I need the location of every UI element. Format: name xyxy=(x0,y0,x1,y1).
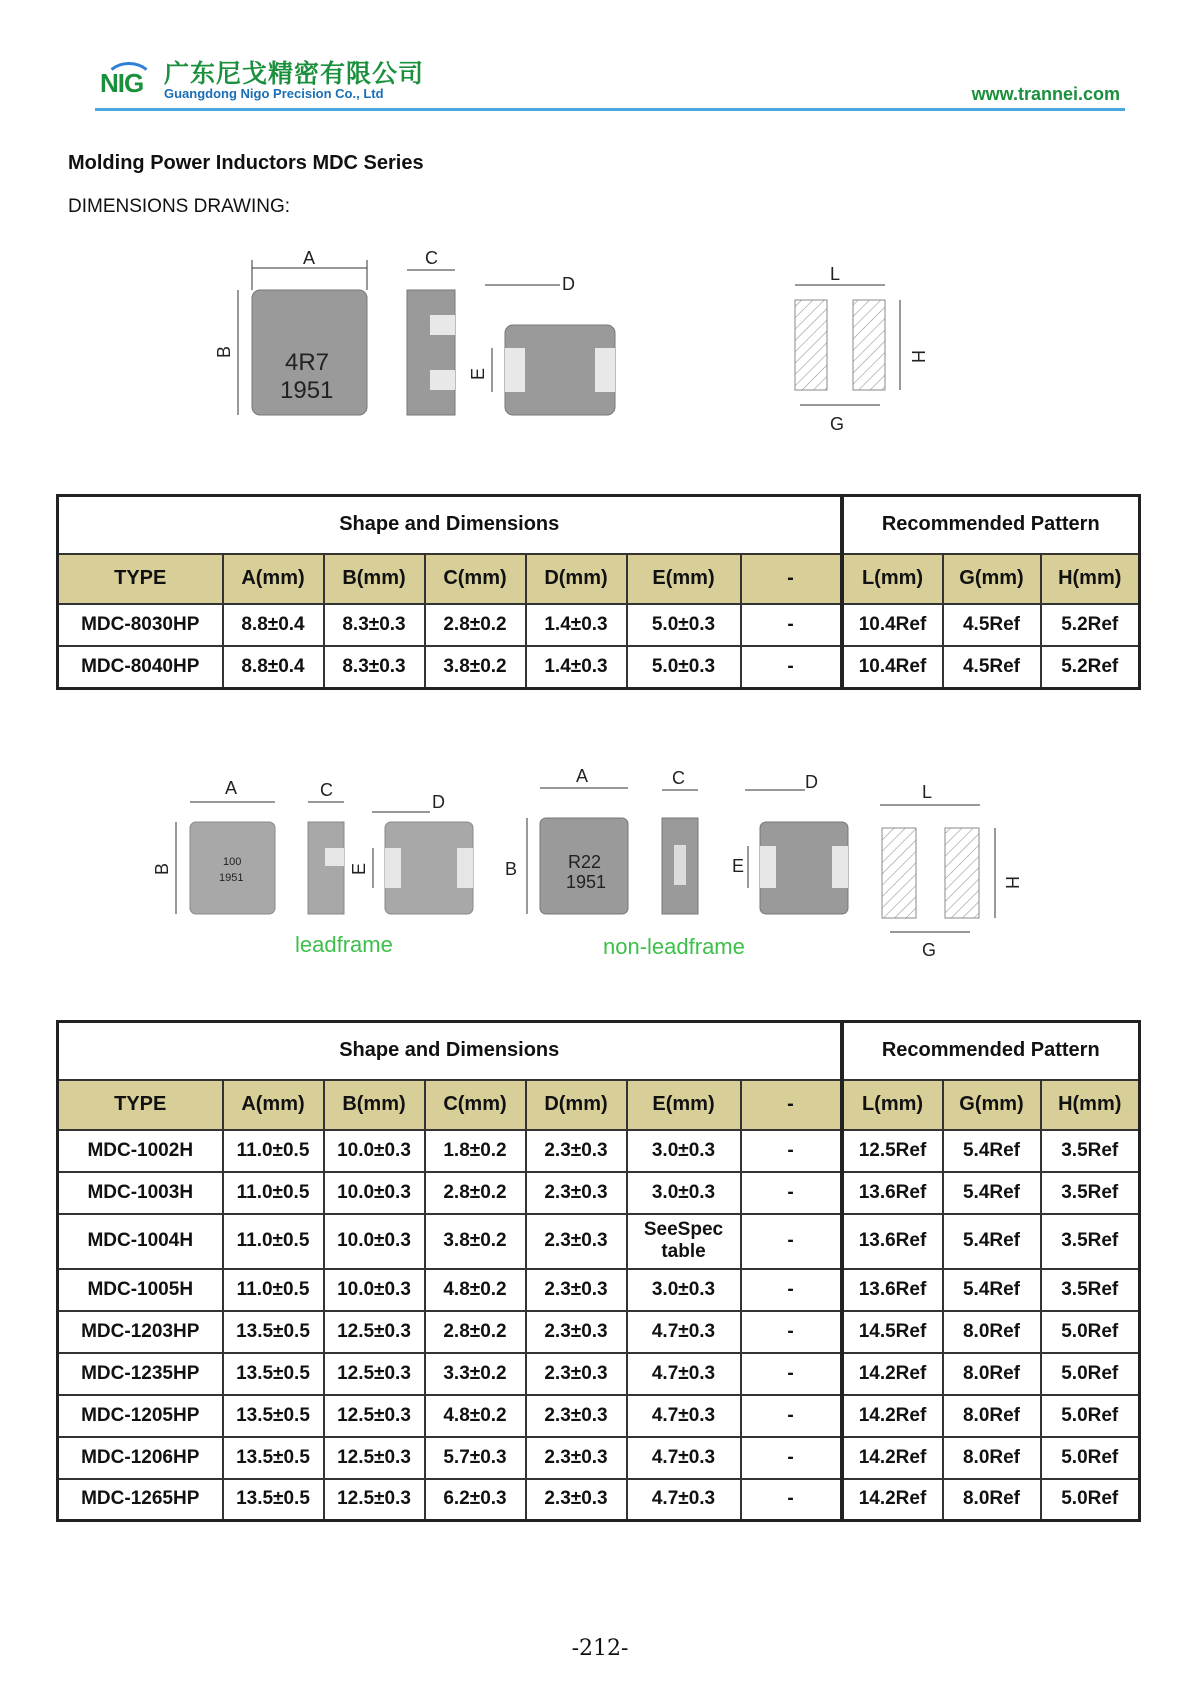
section-subtitle: DIMENSIONS DRAWING: xyxy=(68,196,291,217)
nlf-dim-label-c: C xyxy=(672,768,685,788)
cell-b: 12.5±0.3 xyxy=(324,1395,425,1437)
dim-label-g: G xyxy=(830,414,845,434)
dim-label-l: L xyxy=(830,264,841,284)
cell-blank: - xyxy=(741,1130,842,1172)
company-name-chinese: 广东尼戈精密有限公司 xyxy=(164,59,425,88)
caption-leadframe: leadframe xyxy=(295,932,393,957)
group-shape-dimensions: Shape and Dimensions xyxy=(58,1022,842,1080)
spec-table-2 xyxy=(56,1020,1141,1522)
cell-d: 2.3±0.3 xyxy=(526,1311,627,1353)
page-number: -212- xyxy=(571,1636,629,1661)
cell-d: 2.3±0.3 xyxy=(526,1130,627,1172)
cell-d: 2.3±0.3 xyxy=(526,1437,627,1479)
cell-c: 3.8±0.2 xyxy=(425,1214,526,1269)
dim-label-e: E xyxy=(468,367,488,380)
table-row xyxy=(58,1130,1140,1172)
cell-e: 4.7±0.3 xyxy=(627,1395,741,1437)
lf-dim-label-b: B xyxy=(152,862,172,875)
cell-c: 1.8±0.2 xyxy=(425,1130,526,1172)
cell-e: 3.0±0.3 xyxy=(627,1172,741,1214)
bottom-view-inductor xyxy=(468,274,615,415)
cell-a: 11.0±0.5 xyxy=(223,1269,324,1311)
cell-b: 12.5±0.3 xyxy=(324,1437,425,1479)
cell-e: 5.0±0.3 xyxy=(627,604,741,646)
cell-c: 2.8±0.2 xyxy=(425,604,526,646)
table-column-header xyxy=(58,554,1140,604)
col-h: H(mm) xyxy=(1041,554,1140,604)
cell-d: 2.3±0.3 xyxy=(526,1395,627,1437)
cell-blank: - xyxy=(741,1214,842,1269)
cell-b: 10.0±0.3 xyxy=(324,1269,425,1311)
cell-type: MDC-1003H xyxy=(58,1172,223,1214)
col-e: E(mm) xyxy=(627,554,741,604)
cell-c: 3.8±0.2 xyxy=(425,646,526,689)
dim-label-c: C xyxy=(425,248,438,268)
cell-b: 12.5±0.3 xyxy=(324,1479,425,1521)
nonleadframe-top-view xyxy=(505,766,628,914)
cell-e: 4.7±0.3 xyxy=(627,1353,741,1395)
table-row xyxy=(58,1437,1140,1479)
table-group-header xyxy=(58,496,1140,554)
cell-h: 5.2Ref xyxy=(1041,646,1140,689)
cell-b: 10.0±0.3 xyxy=(324,1172,425,1214)
cell-type: MDC-1235HP xyxy=(58,1353,223,1395)
col-b: B(mm) xyxy=(324,554,425,604)
table-row xyxy=(58,646,1140,689)
cell-b: 8.3±0.3 xyxy=(324,604,425,646)
col-l: L(mm) xyxy=(842,1080,943,1130)
cell-blank: - xyxy=(741,1353,842,1395)
cell-a: 11.0±0.5 xyxy=(223,1214,324,1269)
cell-l: 14.5Ref xyxy=(842,1311,943,1353)
cell-blank: - xyxy=(741,1269,842,1311)
website-link[interactable]: www.trannei.com xyxy=(971,84,1120,104)
nlf-dim-label-e: E xyxy=(732,856,745,876)
cell-a: 13.5±0.5 xyxy=(223,1353,324,1395)
cell-d: 2.3±0.3 xyxy=(526,1353,627,1395)
cell-c: 2.8±0.2 xyxy=(425,1311,526,1353)
cell-g: 8.0Ref xyxy=(943,1395,1041,1437)
group-shape-dimensions: Shape and Dimensions xyxy=(58,496,842,554)
col-c: C(mm) xyxy=(425,554,526,604)
cell-a: 13.5±0.5 xyxy=(223,1479,324,1521)
cell-g: 5.4Ref xyxy=(943,1172,1041,1214)
company-logo xyxy=(100,60,162,102)
dim-label-b: B xyxy=(214,345,234,358)
cell-type: MDC-1205HP xyxy=(58,1395,223,1437)
cell-b: 8.3±0.3 xyxy=(324,646,425,689)
cell-a: 8.8±0.4 xyxy=(223,604,324,646)
cell-l: 13.6Ref xyxy=(842,1172,943,1214)
marking-line-2: 1951 xyxy=(280,377,334,404)
col-e: E(mm) xyxy=(627,1080,741,1130)
table-2-body xyxy=(58,1130,1140,1521)
col-blank: - xyxy=(741,554,842,604)
cell-l: 10.4Ref xyxy=(842,646,943,689)
col-b: B(mm) xyxy=(324,1080,425,1130)
cell-b: 10.0±0.3 xyxy=(324,1130,425,1172)
nlf-dim-label-g: G xyxy=(922,940,937,960)
cell-h: 3.5Ref xyxy=(1041,1172,1140,1214)
cell-c: 4.8±0.2 xyxy=(425,1269,526,1311)
cell-type: MDC-1004H xyxy=(58,1214,223,1269)
table-row xyxy=(58,1214,1140,1269)
col-h: H(mm) xyxy=(1041,1080,1140,1130)
leadframe-top-view xyxy=(152,778,275,914)
cell-type: MDC-1206HP xyxy=(58,1437,223,1479)
cell-h: 5.0Ref xyxy=(1041,1479,1140,1521)
cell-h: 5.0Ref xyxy=(1041,1353,1140,1395)
col-type: TYPE xyxy=(58,554,223,604)
dim-label-h: H xyxy=(908,350,928,363)
col-c: C(mm) xyxy=(425,1080,526,1130)
dim-label-d: D xyxy=(562,274,575,294)
cell-blank: - xyxy=(741,1311,842,1353)
cell-g: 4.5Ref xyxy=(943,646,1041,689)
cell-blank: - xyxy=(741,1479,842,1521)
nlf-dim-label-d: D xyxy=(805,772,818,792)
nonleadframe-bottom-view xyxy=(732,772,848,914)
group-recommended-pattern: Recommended Pattern xyxy=(842,496,1140,554)
lf-dim-label-c: C xyxy=(320,780,333,800)
cell-d: 2.3±0.3 xyxy=(526,1214,627,1269)
side-view-inductor xyxy=(407,248,455,415)
col-a: A(mm) xyxy=(223,1080,324,1130)
leadframe-side-view xyxy=(308,780,344,914)
cell-l: 14.2Ref xyxy=(842,1437,943,1479)
cell-a: 13.5±0.5 xyxy=(223,1437,324,1479)
cell-e: 4.7±0.3 xyxy=(627,1311,741,1353)
cell-e: 4.7±0.3 xyxy=(627,1479,741,1521)
col-d: D(mm) xyxy=(526,554,627,604)
nlf-dim-label-b: B xyxy=(505,859,518,879)
col-blank: - xyxy=(741,1080,842,1130)
cell-g: 5.4Ref xyxy=(943,1130,1041,1172)
cell-b: 12.5±0.3 xyxy=(324,1353,425,1395)
cell-c: 5.7±0.3 xyxy=(425,1437,526,1479)
cell-c: 4.8±0.2 xyxy=(425,1395,526,1437)
cell-d: 1.4±0.3 xyxy=(526,646,627,689)
table-row xyxy=(58,1311,1140,1353)
table-group-header xyxy=(58,1022,1140,1080)
cell-e: 3.0±0.3 xyxy=(627,1269,741,1311)
nonleadframe-side-view xyxy=(662,768,698,914)
cell-c: 2.8±0.2 xyxy=(425,1172,526,1214)
cell-h: 5.0Ref xyxy=(1041,1437,1140,1479)
cell-e: SeeSpec table xyxy=(627,1214,741,1269)
cell-blank: - xyxy=(741,1437,842,1479)
cell-g: 8.0Ref xyxy=(943,1311,1041,1353)
group-recommended-pattern: Recommended Pattern xyxy=(842,1022,1140,1080)
col-a: A(mm) xyxy=(223,554,324,604)
table-row xyxy=(58,1172,1140,1214)
cell-l: 14.2Ref xyxy=(842,1353,943,1395)
cell-a: 8.8±0.4 xyxy=(223,646,324,689)
nonleadframe-pattern-drawing xyxy=(880,782,1022,960)
cell-h: 5.0Ref xyxy=(1041,1311,1140,1353)
marking-line-1: 4R7 xyxy=(285,349,330,376)
cell-e: 5.0±0.3 xyxy=(627,646,741,689)
cell-g: 4.5Ref xyxy=(943,604,1041,646)
cell-l: 12.5Ref xyxy=(842,1130,943,1172)
spec-table-1 xyxy=(56,494,1141,690)
col-type: TYPE xyxy=(58,1080,223,1130)
table-row xyxy=(58,1353,1140,1395)
nlf-dim-label-a: A xyxy=(576,766,589,786)
logo-text: NIG xyxy=(100,68,144,98)
nlf-marking-line-1: R22 xyxy=(568,852,602,872)
cell-d: 2.3±0.3 xyxy=(526,1479,627,1521)
cell-l: 14.2Ref xyxy=(842,1395,943,1437)
cell-l: 14.2Ref xyxy=(842,1479,943,1521)
cell-c: 6.2±0.3 xyxy=(425,1479,526,1521)
table-row xyxy=(58,1479,1140,1521)
col-g: G(mm) xyxy=(943,554,1041,604)
table-row xyxy=(58,604,1140,646)
cell-l: 10.4Ref xyxy=(842,604,943,646)
dimensions-drawing-2 xyxy=(0,760,1200,960)
cell-l: 13.6Ref xyxy=(842,1214,943,1269)
cell-g: 5.4Ref xyxy=(943,1214,1041,1269)
nlf-marking-line-2: 1951 xyxy=(566,872,607,892)
cell-h: 3.5Ref xyxy=(1041,1214,1140,1269)
cell-type: MDC-8030HP xyxy=(58,604,223,646)
lf-dim-label-d: D xyxy=(432,792,445,812)
cell-g: 5.4Ref xyxy=(943,1269,1041,1311)
cell-type: MDC-1002H xyxy=(58,1130,223,1172)
cell-h: 3.5Ref xyxy=(1041,1130,1140,1172)
table-1-body xyxy=(58,604,1140,689)
document-title: Molding Power Inductors MDC Series xyxy=(68,152,424,174)
cell-type: MDC-1203HP xyxy=(58,1311,223,1353)
nlf-dim-label-h: H xyxy=(1002,876,1022,889)
cell-b: 12.5±0.3 xyxy=(324,1311,425,1353)
nlf-dim-label-l: L xyxy=(922,782,933,802)
cell-l: 13.6Ref xyxy=(842,1269,943,1311)
cell-h: 5.2Ref xyxy=(1041,604,1140,646)
cell-blank: - xyxy=(741,1395,842,1437)
dim-label-a: A xyxy=(303,248,316,268)
cell-blank: - xyxy=(741,604,842,646)
table-column-header xyxy=(58,1080,1140,1130)
cell-blank: - xyxy=(741,1172,842,1214)
col-d: D(mm) xyxy=(526,1080,627,1130)
lf-marking-line-1: 100 xyxy=(223,856,242,868)
cell-e: 4.7±0.3 xyxy=(627,1437,741,1479)
company-name-english: Guangdong Nigo Precision Co., Ltd xyxy=(164,86,384,101)
cell-d: 2.3±0.3 xyxy=(526,1269,627,1311)
cell-blank: - xyxy=(741,646,842,689)
cell-a: 11.0±0.5 xyxy=(223,1172,324,1214)
recommended-pattern-drawing xyxy=(795,264,928,434)
cell-h: 3.5Ref xyxy=(1041,1269,1140,1311)
cell-g: 8.0Ref xyxy=(943,1479,1041,1521)
col-g: G(mm) xyxy=(943,1080,1041,1130)
cell-g: 8.0Ref xyxy=(943,1353,1041,1395)
table-row xyxy=(58,1395,1140,1437)
cell-g: 8.0Ref xyxy=(943,1437,1041,1479)
lf-marking-line-2: 1951 xyxy=(219,872,244,884)
lf-dim-label-e: E xyxy=(349,862,369,875)
cell-c: 3.3±0.2 xyxy=(425,1353,526,1395)
cell-d: 1.4±0.3 xyxy=(526,604,627,646)
caption-nonleadframe: non-leadframe xyxy=(603,934,745,959)
col-l: L(mm) xyxy=(842,554,943,604)
cell-e: 3.0±0.3 xyxy=(627,1130,741,1172)
header-divider xyxy=(95,108,1125,111)
top-view-inductor xyxy=(214,248,367,415)
cell-a: 13.5±0.5 xyxy=(223,1311,324,1353)
cell-h: 5.0Ref xyxy=(1041,1395,1140,1437)
cell-a: 13.5±0.5 xyxy=(223,1395,324,1437)
cell-type: MDC-1265HP xyxy=(58,1479,223,1521)
cell-d: 2.3±0.3 xyxy=(526,1172,627,1214)
cell-a: 11.0±0.5 xyxy=(223,1130,324,1172)
lf-dim-label-a: A xyxy=(225,778,238,798)
table-row xyxy=(58,1269,1140,1311)
cell-type: MDC-1005H xyxy=(58,1269,223,1311)
leadframe-bottom-view xyxy=(349,792,473,914)
dimensions-drawing-1 xyxy=(0,230,1200,460)
cell-b: 10.0±0.3 xyxy=(324,1214,425,1269)
cell-type: MDC-8040HP xyxy=(58,646,223,689)
